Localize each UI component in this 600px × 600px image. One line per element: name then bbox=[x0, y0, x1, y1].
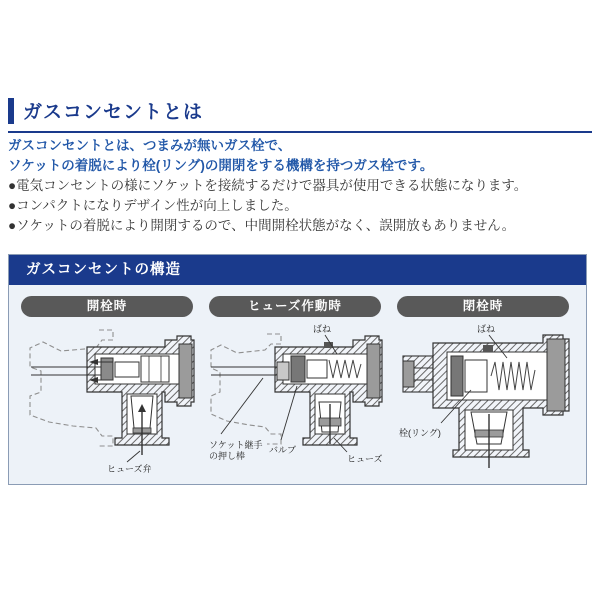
inlet-cap bbox=[403, 361, 414, 387]
lead-text bbox=[8, 136, 433, 176]
end-cap bbox=[367, 344, 380, 398]
valve-piston bbox=[115, 362, 139, 377]
bullet-item: ●ソケットの着脱により開閉するので、中間開栓状態がなく、誤開放もありません。 bbox=[8, 218, 516, 233]
bullet-list bbox=[8, 176, 527, 236]
seal-ring bbox=[101, 358, 113, 380]
part-label-fuse: ヒューズ bbox=[347, 454, 383, 464]
socket-dashed-outline bbox=[211, 334, 281, 444]
diagram-open-valve bbox=[19, 320, 195, 482]
part-label-valve: バルブ bbox=[269, 445, 297, 455]
rod-tip bbox=[277, 362, 289, 380]
valve-piston bbox=[465, 360, 487, 392]
part-label-socket-joint: ソケット継手 bbox=[209, 440, 263, 450]
valve-cartridge bbox=[141, 356, 169, 382]
part-label-push-rod: の押し棒 bbox=[209, 451, 246, 461]
bullet-item: ●電気コンセントの様にソケットを接続するだけで器具が使用できる状態になります。 bbox=[8, 178, 528, 193]
structure-panel-title: ガスコンセントの構造 bbox=[9, 255, 586, 285]
plug-ring bbox=[451, 356, 463, 396]
lead-line-1: ガスコンセントとは、つまみが無いガス栓で、 bbox=[8, 138, 292, 153]
valve-seal-closed bbox=[291, 356, 305, 382]
diagram-column-open bbox=[19, 285, 195, 482]
end-cap bbox=[179, 344, 192, 398]
end-cap bbox=[547, 339, 565, 411]
leader-line bbox=[127, 451, 140, 462]
leader-line bbox=[221, 378, 263, 434]
diagram-column-fuse-activated bbox=[207, 285, 383, 482]
diagram-badge-fuse-activated: ヒューズ作動時 bbox=[209, 296, 381, 317]
part-label-spring: ばね bbox=[477, 324, 496, 334]
bullet-item: ●コンパクトになりデザイン性が向上しました。 bbox=[8, 198, 298, 213]
valve-piston bbox=[307, 360, 327, 378]
structure-panel bbox=[8, 254, 587, 485]
part-label-spring: ばね bbox=[313, 324, 332, 334]
diagram-fuse-activated-valve bbox=[207, 320, 383, 482]
page-title: ガスコンセントとは bbox=[23, 102, 204, 123]
part-label-fuse-valve: ヒューズ弁 bbox=[107, 464, 152, 474]
diagram-closed-valve bbox=[395, 320, 571, 482]
diagram-badge-closed: 閉栓時 bbox=[397, 296, 569, 317]
heading-accent-bar bbox=[8, 98, 14, 124]
part-label-plug-ring: 栓(リング) bbox=[399, 428, 441, 438]
lead-line-2: ソケットの着脱により栓(リング)の開閉をする機構を持つガス栓です。 bbox=[8, 158, 434, 173]
spring-anchor bbox=[483, 345, 493, 352]
structure-panel-body bbox=[9, 285, 586, 484]
leader-line bbox=[281, 386, 297, 440]
section-heading bbox=[8, 97, 592, 133]
diagram-badge-open: 開栓時 bbox=[21, 296, 193, 317]
diagram-column-closed bbox=[395, 285, 571, 482]
